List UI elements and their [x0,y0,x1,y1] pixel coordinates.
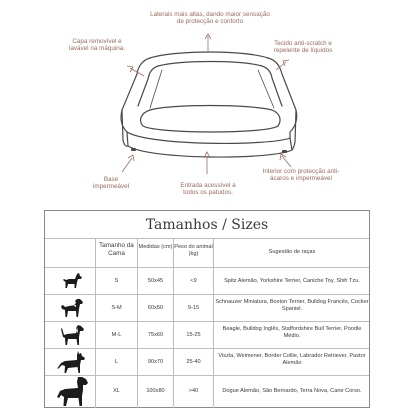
column-divider [137,238,138,408]
weight-cell: <9 [190,278,197,284]
size-cell: XL [113,388,120,394]
dimensions-cell: 50x45 [147,278,164,284]
breeds-cell: Schnauzer Miniatura, Boston Terrier, Bulldog Francês, Cocker Spaniel. [215,299,369,312]
header-weight: Peso do animal (kg) [174,244,213,257]
weight-cell: 15-25 [186,332,201,338]
row-divider [45,267,369,268]
size-cell: L [114,359,119,365]
header-breeds: Sugestão de raças [268,249,316,255]
row-divider [45,321,369,322]
callout-anti-scratch: Tecido anti-scratch e repelente de líquidos [273,40,333,55]
column-divider [173,238,174,408]
breeds-cell: Spitz Alemão, Yorkshire Terrier, Caniche Toy, Shih Tzu. [224,278,360,284]
weight-cell: 25-40 [186,359,201,365]
size-cell: S [114,278,119,284]
callout-accessible-entrance: Entrada acessível a todos os patudos. [180,182,236,197]
callout-removable-cover: Capa removível e lavável na máquina. [68,38,125,53]
dimensions-cell: 100x80 [146,388,165,394]
shepherd-icon [57,350,87,375]
table-title: Tamanhos / Sizes [145,217,269,233]
small-dog-icon [61,270,83,292]
size-table [44,210,370,408]
column-divider [213,238,214,408]
callout-anti-mite-interior: Interior com protecção anti-ácaros e impermeável [262,168,340,183]
column-divider [95,238,96,408]
row-divider [45,348,369,349]
size-cell: S-M [111,305,122,311]
callout-waterproof-base: Base impermeável [92,176,130,191]
row-divider [45,294,369,295]
title-divider [45,238,369,239]
large-dog-icon [56,376,90,407]
breeds-cell: Beagle, Bulldog Inglês, Staffordshire Bull Terrier, Poodle Médio. [222,326,362,339]
breeds-cell: Viszla, Weimener, Border Collie, Labrador Retriever, Pastor Alemão [218,353,366,366]
breeds-cell: Dogue Alemão, São Bernardo, Terra Nova, Cane Corso. [222,388,362,394]
dimensions-cell: 90x70 [147,359,164,365]
header-size: Tamanho da Cama [99,242,134,257]
row-divider [45,375,369,376]
weight-cell: >40 [188,388,199,394]
beagle-icon [59,323,85,347]
dimensions-cell: 75x60 [147,332,164,338]
callout-higher-sides: Laterais mais altas, dando maior sensação de protecção e conforto [150,11,270,26]
size-cell: M-L [111,332,122,338]
header-dimensions: Medidas (cm) [138,244,173,250]
weight-cell: 9-15 [187,305,200,311]
dimensions-cell: 60x50 [147,305,164,311]
spaniel-icon [59,296,85,320]
